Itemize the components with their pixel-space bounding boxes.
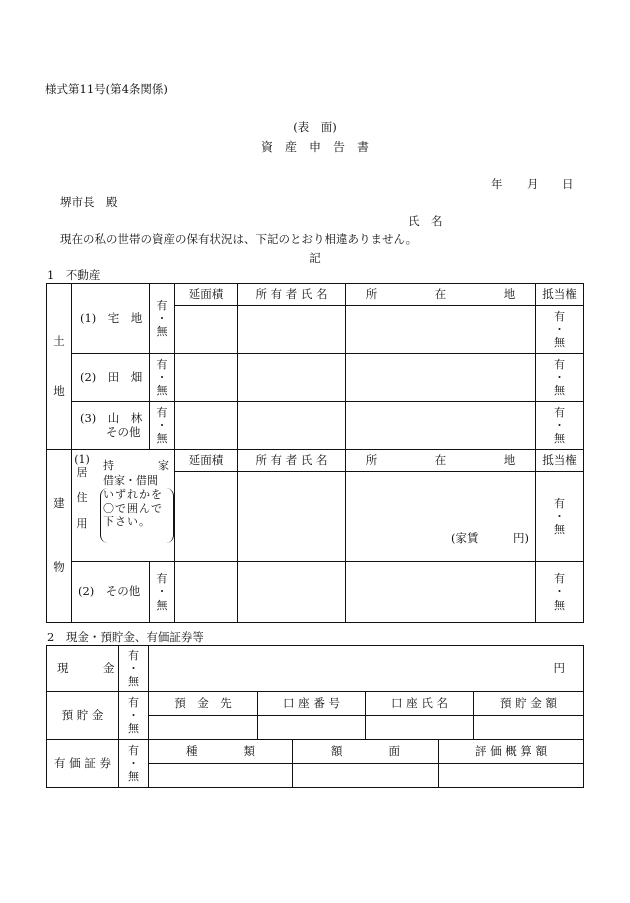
land-residential-location-cell[interactable]: [346, 306, 536, 354]
land-field-label: (2) 田 畑: [72, 354, 150, 402]
land-residential-label: (1) 宅 地: [72, 284, 150, 354]
land-label: 土 地: [47, 284, 72, 450]
building-residence-cell: [72, 450, 175, 562]
building-header-mortgage: 抵当権: [536, 450, 584, 472]
land-residential-area-cell[interactable]: [175, 306, 238, 354]
securities-estimated-value-cell[interactable]: [439, 764, 584, 788]
building-residence-owner-cell[interactable]: [238, 472, 346, 562]
side-label: (表 面): [293, 120, 337, 134]
land-forest-yumu[interactable]: 有 ・ 無: [150, 402, 175, 450]
ki-label: 記: [309, 251, 321, 265]
deposit-amount-cell[interactable]: [474, 716, 584, 740]
land-header-location: 所 在 地: [346, 284, 536, 306]
date-year: 年: [491, 177, 503, 191]
building-header-location: 所 在 地: [346, 450, 536, 472]
building-residence-mortgage-yumu[interactable]: 有 ・ 無: [536, 472, 584, 562]
land-forest-area-cell[interactable]: [175, 402, 238, 450]
deposit-header-bank: 預 金 先: [149, 692, 258, 716]
securities-type-cell[interactable]: [149, 764, 293, 788]
real-estate-table: [46, 283, 584, 623]
deposit-header-amount: 預 貯 金 額: [474, 692, 584, 716]
date-day: 日: [562, 177, 574, 191]
circle-instruction: いずれかを〇で囲んで下さい。: [100, 488, 174, 543]
building-residence-location-cell[interactable]: [346, 472, 536, 562]
deposit-header-account-name: 口 座 氏 名: [366, 692, 474, 716]
deposit-yumu[interactable]: 有 ・ 無: [119, 692, 149, 740]
cash-amount-cell[interactable]: [149, 646, 584, 692]
land-residential-mortgage-yumu[interactable]: 有 ・ 無: [536, 306, 584, 354]
financial-assets-table: [46, 645, 584, 788]
building-residence-area-cell[interactable]: [175, 472, 238, 562]
building-other-location-cell[interactable]: [346, 562, 536, 623]
securities-yumu[interactable]: 有 ・ 無: [119, 740, 149, 788]
building-header-owner-name: 所 有 者 氏 名: [238, 450, 346, 472]
building-other-owner-cell[interactable]: [238, 562, 346, 623]
building-other-yumu[interactable]: 有 ・ 無: [150, 562, 175, 623]
deposit-account-number-cell[interactable]: [258, 716, 366, 740]
deposit-header-account-number: 口 座 番 号: [258, 692, 366, 716]
section-cash-deposits: 2 現金・預貯金、有価証券等: [47, 630, 204, 644]
land-field-owner-cell[interactable]: [238, 354, 346, 402]
securities-face-value-cell[interactable]: [293, 764, 439, 788]
deposit-account-name-cell[interactable]: [366, 716, 474, 740]
document-title: 資 産 申 告 書: [260, 140, 369, 154]
deposit-bank-cell[interactable]: [149, 716, 258, 740]
land-forest-label: (3) 山 林 その他: [72, 402, 150, 450]
land-header-mortgage: 抵当権: [536, 284, 584, 306]
building-other-label: (2) その他: [72, 562, 150, 623]
securities-header-type: 種 類: [149, 740, 293, 764]
building-other-area-cell[interactable]: [175, 562, 238, 623]
land-forest-owner-cell[interactable]: [238, 402, 346, 450]
building-header-floor-area: 延面積: [175, 450, 238, 472]
date-month: 月: [527, 177, 539, 191]
rent-amount-label: (家賃 円): [451, 530, 529, 545]
name-label: 氏 名: [408, 214, 443, 228]
residence-label: (1) 居 住 用: [74, 453, 90, 530]
land-header-owner-name: 所 有 者 氏 名: [238, 284, 346, 306]
land-residential-owner-cell[interactable]: [238, 306, 346, 354]
land-field-mortgage-yumu[interactable]: 有 ・ 無: [536, 354, 584, 402]
section-real-estate: 1 不動産: [47, 268, 101, 282]
deposit-label: 預 貯 金: [47, 692, 119, 740]
form-number: 様式第11号(第4条関係): [45, 82, 168, 96]
land-header-floor-area: 延面積: [175, 284, 238, 306]
building-other-mortgage-yumu[interactable]: 有 ・ 無: [536, 562, 584, 623]
cash-label: 現 金: [47, 646, 119, 692]
securities-header-estimated-value: 評 価 概 算 額: [439, 740, 584, 764]
securities-label: 有 価 証 券: [47, 740, 119, 788]
land-field-yumu[interactable]: 有 ・ 無: [150, 354, 175, 402]
building-label: 建 物: [47, 450, 72, 623]
addressee: 堺市長 殿: [60, 195, 118, 209]
land-forest-mortgage-yumu[interactable]: 有 ・ 無: [536, 402, 584, 450]
cash-yumu[interactable]: 有 ・ 無: [119, 646, 149, 692]
securities-header-face-value: 額 面: [293, 740, 439, 764]
land-field-location-cell[interactable]: [346, 354, 536, 402]
land-forest-location-cell[interactable]: [346, 402, 536, 450]
rented-house-option[interactable]: 借家・借間: [103, 474, 158, 487]
yen-unit: 円: [553, 660, 566, 675]
land-residential-yumu[interactable]: 有 ・ 無: [150, 284, 175, 354]
land-field-area-cell[interactable]: [175, 354, 238, 402]
statement: 現在の私の世帯の資産の保有状況は、下記のとおり相違ありません。: [60, 232, 418, 246]
owned-house-option[interactable]: 持 家: [103, 459, 169, 472]
